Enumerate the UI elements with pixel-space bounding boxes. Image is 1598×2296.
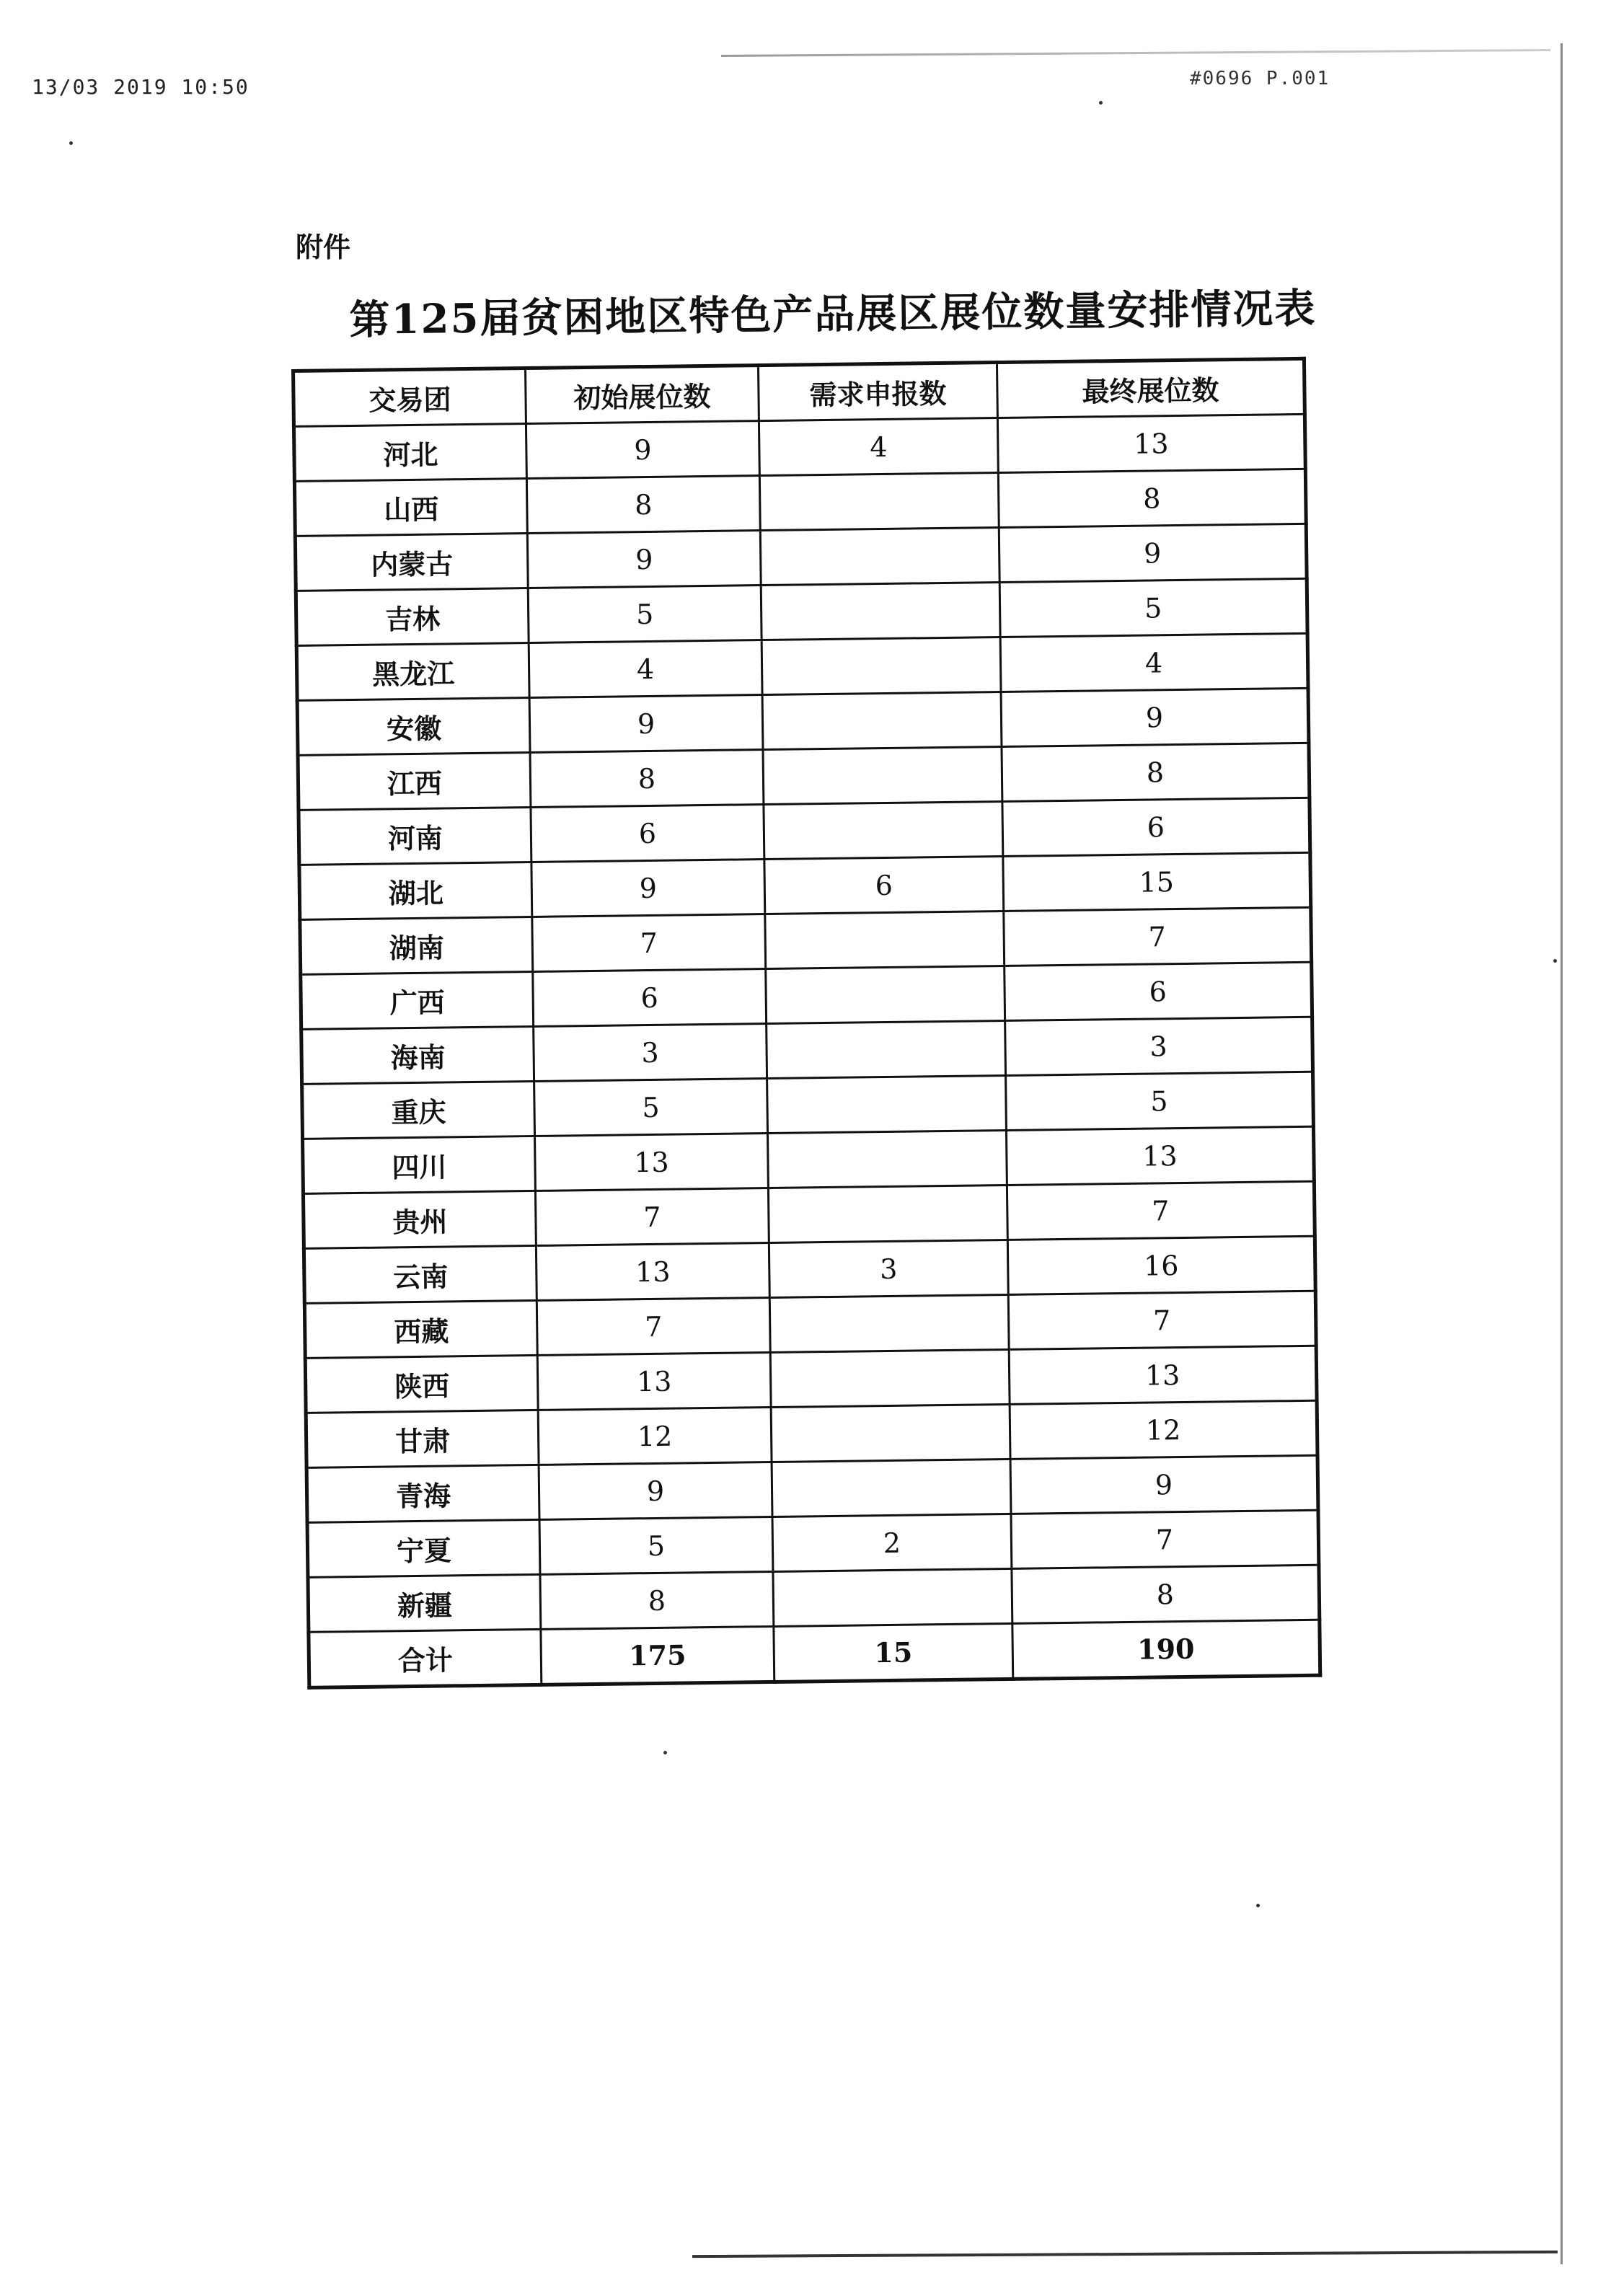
request-cell [759,473,999,531]
initial-cell: 13 [535,1134,769,1191]
initial-cell: 5 [539,1516,773,1574]
final-cell: 12 [1010,1400,1317,1459]
final-cell: 13 [1006,1126,1314,1185]
request-cell [763,747,1002,805]
region-cell: 宁夏 [307,1519,540,1577]
table-total-row [309,1620,1320,1687]
region-cell: 云南 [304,1245,537,1303]
final-cell: 9 [1010,1455,1318,1514]
initial-cell: 13 [537,1352,771,1410]
region-cell: 内蒙古 [295,534,528,591]
document-title: 第125届贫困地区特色产品展区展位数量安排情况表 [349,284,1317,344]
total-label: 合计 [309,1629,542,1687]
scan-edge-right [1561,43,1563,2264]
final-cell: 8 [1002,743,1310,801]
final-cell: 5 [999,578,1307,637]
final-cell: 13 [1009,1346,1317,1404]
final-cell: 5 [1006,1072,1314,1130]
request-cell [762,692,1002,750]
request-cell [760,528,999,586]
initial-cell: 8 [530,750,764,808]
total-request: 15 [774,1623,1013,1682]
scan-speck [1256,1904,1260,1907]
initial-cell: 4 [529,640,762,698]
final-cell: 9 [1001,688,1309,746]
region-cell: 重庆 [302,1081,535,1139]
fax-page-ref: #0696 P.001 [1190,68,1330,89]
initial-cell: 5 [528,586,762,643]
final-cell: 7 [1007,1181,1315,1240]
initial-cell: 8 [526,476,760,534]
region-cell: 贵州 [303,1191,536,1248]
region-cell: 海南 [301,1026,534,1084]
initial-cell: 7 [532,914,766,972]
request-cell: 6 [764,856,1004,914]
initial-cell: 9 [539,1462,772,1519]
initial-cell: 8 [540,1571,774,1629]
initial-cell: 13 [536,1242,769,1300]
region-cell: 湖南 [300,917,533,974]
initial-cell: 5 [534,1079,768,1136]
region-cell: 青海 [306,1465,539,1522]
region-cell: 甘肃 [306,1410,539,1467]
region-cell: 广西 [301,971,534,1029]
final-cell: 7 [1008,1291,1316,1349]
final-cell: 4 [1000,633,1308,692]
initial-cell: 7 [537,1297,770,1355]
initial-cell: 12 [538,1407,772,1465]
initial-cell: 7 [535,1188,769,1246]
request-cell [771,1404,1010,1462]
final-cell: 8 [1012,1565,1320,1623]
region-cell: 山西 [294,479,527,537]
request-cell [762,637,1001,695]
final-cell: 6 [1005,962,1312,1020]
booth-table-container [291,357,1322,1690]
initial-cell: 3 [534,1024,767,1082]
fax-datetime: 13/03 2019 10:50 [32,75,250,99]
region-cell: 河南 [299,807,531,865]
request-cell [767,1075,1007,1133]
region-cell: 吉林 [296,588,529,646]
region-cell: 四川 [303,1136,536,1193]
request-cell [764,802,1003,860]
request-cell [768,1185,1007,1242]
total-initial: 175 [541,1626,774,1685]
attachment-label: 附件 [296,231,351,263]
initial-cell: 9 [531,860,765,917]
final-cell: 7 [1011,1510,1319,1568]
request-cell [767,1020,1006,1078]
scan-speck [69,141,73,145]
initial-cell: 9 [527,531,761,588]
header-request: 需求申报数 [758,363,997,421]
final-cell: 3 [1005,1017,1313,1075]
final-cell: 13 [997,414,1305,472]
request-cell: 4 [759,418,998,476]
region-cell: 新疆 [308,1574,541,1632]
region-cell: 陕西 [305,1355,538,1413]
initial-cell: 9 [529,695,763,753]
initial-cell: 9 [526,421,759,479]
header-final: 最终展位数 [997,358,1305,418]
request-cell [773,1568,1012,1626]
scan-speck [1099,101,1103,105]
final-cell: 16 [1007,1236,1315,1294]
request-cell: 2 [772,1514,1012,1571]
region-cell: 西藏 [304,1300,537,1358]
final-cell: 8 [998,469,1306,527]
region-cell: 江西 [298,752,531,810]
request-cell [761,583,1000,640]
region-cell: 安徽 [297,698,530,756]
request-cell [769,1294,1009,1352]
request-cell [765,911,1005,968]
initial-cell: 6 [533,969,767,1027]
scan-edge-top [721,49,1550,57]
total-final: 190 [1012,1620,1320,1679]
region-cell: 湖北 [299,862,532,919]
request-cell [766,966,1005,1023]
table-body [293,414,1319,1632]
final-cell: 7 [1004,907,1312,966]
header-initial: 初始展位数 [526,366,759,424]
scan-speck [663,1751,667,1754]
scan-edge-bottom [692,2251,1558,2258]
initial-cell: 6 [531,805,764,862]
request-cell [767,1130,1007,1188]
scan-speck [1553,959,1557,963]
header-group: 交易团 [293,368,526,427]
request-cell: 3 [769,1240,1008,1297]
final-cell: 6 [1002,798,1310,856]
region-cell: 河北 [293,424,526,482]
booth-allocation-table [291,357,1322,1690]
final-cell: 15 [1003,852,1311,911]
request-cell [770,1349,1010,1407]
region-cell: 黑龙江 [296,643,529,701]
final-cell: 9 [999,524,1307,582]
request-cell [772,1459,1011,1516]
